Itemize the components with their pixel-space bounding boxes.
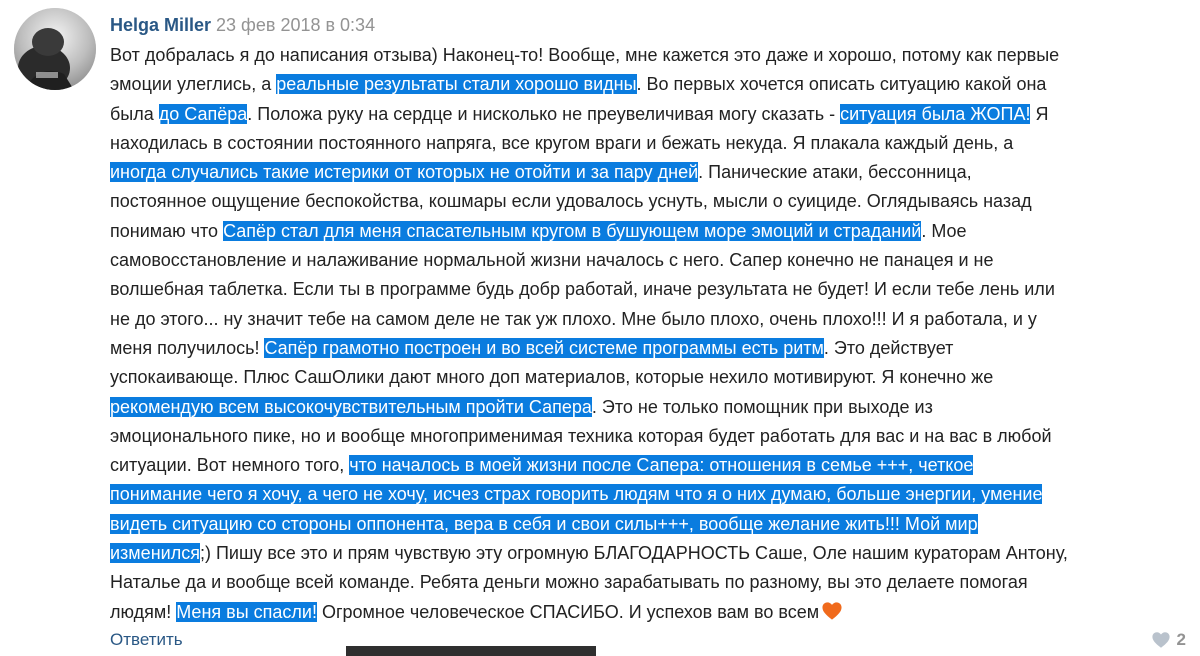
highlighted-text: Сапёр грамотно построен и во всей системе программы есть ритм bbox=[264, 337, 824, 358]
text-segment: людям! bbox=[110, 601, 177, 622]
comment-line bbox=[110, 598, 1192, 627]
comment-line bbox=[110, 480, 1192, 509]
comment-header bbox=[110, 14, 375, 36]
highlighted-text: иногда случались такие истерики от которых не отойти и за пару дней bbox=[110, 162, 699, 183]
comment-line bbox=[110, 187, 1192, 216]
comment-line bbox=[110, 393, 1192, 422]
highlighted-text: изменился bbox=[110, 543, 200, 564]
comment-line bbox=[110, 334, 1192, 363]
highlighted-text: до Сапёра bbox=[158, 103, 248, 124]
comment-line bbox=[110, 158, 1192, 187]
comment-text bbox=[110, 41, 1192, 627]
like-button[interactable] bbox=[1151, 630, 1186, 650]
next-comment-thumbnail bbox=[346, 646, 596, 656]
author-name[interactable]: Helga Miller bbox=[110, 15, 212, 35]
highlighted-text: реальные результаты стали хорошо видны bbox=[276, 74, 637, 95]
text-segment: не до этого... ну значит тебе на самом деле не так уж плохо. Мне было плохо, очень плохо!!! И я работала, и у bbox=[110, 308, 1037, 329]
comment-line bbox=[110, 568, 1192, 597]
highlighted-text: Сапёр стал для меня спасательным кругом в бушующем море эмоций и страданий bbox=[223, 220, 922, 241]
text-segment: находилась в состоянии постоянного напряга, все кругом враги и бежать некуда. Я плакала каждый день, а bbox=[110, 132, 1014, 153]
highlighted-text: что началось в моей жизни после Сапера: отношения в семье +++, четкое bbox=[349, 455, 974, 476]
comment-line bbox=[110, 217, 1192, 246]
text-segment: постоянное ощущение беспокойства, кошмары если удовалось уснуть, мысли о суициде. Оглядываясь назад bbox=[110, 191, 1032, 212]
comment-line bbox=[110, 129, 1192, 158]
text-segment: . Во первых хочется описать ситуацию какой она bbox=[636, 74, 1047, 95]
reply-link[interactable]: Ответить bbox=[110, 630, 183, 649]
text-segment: . Панические атаки, бессонница, bbox=[698, 162, 972, 183]
text-segment: ситуации. Вот немного того, bbox=[110, 455, 350, 476]
user-avatar-icon bbox=[14, 8, 96, 90]
highlighted-text: Меня вы спасли! bbox=[176, 601, 317, 622]
comment-line bbox=[110, 539, 1192, 568]
comment-line bbox=[110, 305, 1192, 334]
text-segment: Наталье да и вообще всей команде. Ребята деньги можно зарабатывать по разному, вы это делаете помогая bbox=[110, 572, 1028, 593]
text-segment: ;) Пишу все это и прям чувствую эту огромную БЛАГОДАРНОСТЬ Саше, Оле нашим кураторам Антону, bbox=[199, 543, 1068, 564]
text-segment: Огромное человеческое СПАСИБО. И успехов вам во всем bbox=[316, 601, 820, 622]
like-count: 2 bbox=[1176, 630, 1186, 649]
heart-outline-icon bbox=[1151, 631, 1171, 649]
text-segment: эмоции улеглись, а bbox=[110, 74, 277, 95]
comment-line bbox=[110, 422, 1192, 451]
comment-line bbox=[110, 451, 1192, 480]
highlighted-text: понимание чего я хочу, а чего не хочу, исчез страх говорить людям что я о них думаю, больше энергии, умение bbox=[110, 484, 1043, 505]
post-date[interactable]: 23 фев 2018 в 0:34 bbox=[216, 15, 376, 35]
text-segment: волшебная таблетка. Если ты в программе будь добр работай, иначе результата не будет! И если тебе лень или bbox=[110, 279, 1055, 300]
text-segment: . Мое bbox=[921, 220, 967, 241]
highlighted-text: рекомендую всем высокочувствительным пройти Сапера bbox=[110, 396, 592, 417]
text-segment: самовосстановление и налаживание нормальной жизни началось с него. Сапер конечно не панацея и не bbox=[110, 250, 994, 271]
avatar[interactable] bbox=[14, 8, 96, 90]
text-segment: . Это действует bbox=[823, 337, 954, 358]
text-segment: успокаивающе. Плюс СашОлики дают много доп материалов, которые нехило мотивируют. Я конечно же bbox=[110, 367, 994, 388]
comment-line bbox=[110, 41, 1192, 70]
orange-heart-icon bbox=[821, 601, 843, 621]
highlighted-text: видеть ситуацию со стороны оппонента, вера в себя и свои силы+++, вообще желание жить!!! Мой мир bbox=[110, 513, 978, 534]
comment-line bbox=[110, 510, 1192, 539]
comment-line bbox=[110, 363, 1192, 392]
text-segment: эмоционального пике, но и вообще многоприменимая техника которая будет работать для вас и на вас в любой bbox=[110, 425, 1052, 446]
text-segment: меня получилось! bbox=[110, 337, 265, 358]
text-segment: . Положа руку на сердце и нисколько не преувеличивая могу сказать - bbox=[247, 103, 841, 124]
comment-line bbox=[110, 275, 1192, 304]
text-segment: была bbox=[110, 103, 159, 124]
text-segment: Вот добралась я до написания отзыва) Наконец-то! Вообще, мне кажется это даже и хорошо, потому как первые bbox=[110, 45, 1060, 65]
text-segment: . Это не только помощник при выходе из bbox=[591, 396, 933, 417]
comment-line bbox=[110, 246, 1192, 275]
highlighted-text: ситуация была ЖОПА! bbox=[840, 103, 1031, 124]
comment-line bbox=[110, 70, 1192, 99]
comment-line bbox=[110, 100, 1192, 129]
text-segment: Я bbox=[1030, 103, 1049, 124]
text-segment: понимаю что bbox=[110, 220, 224, 241]
